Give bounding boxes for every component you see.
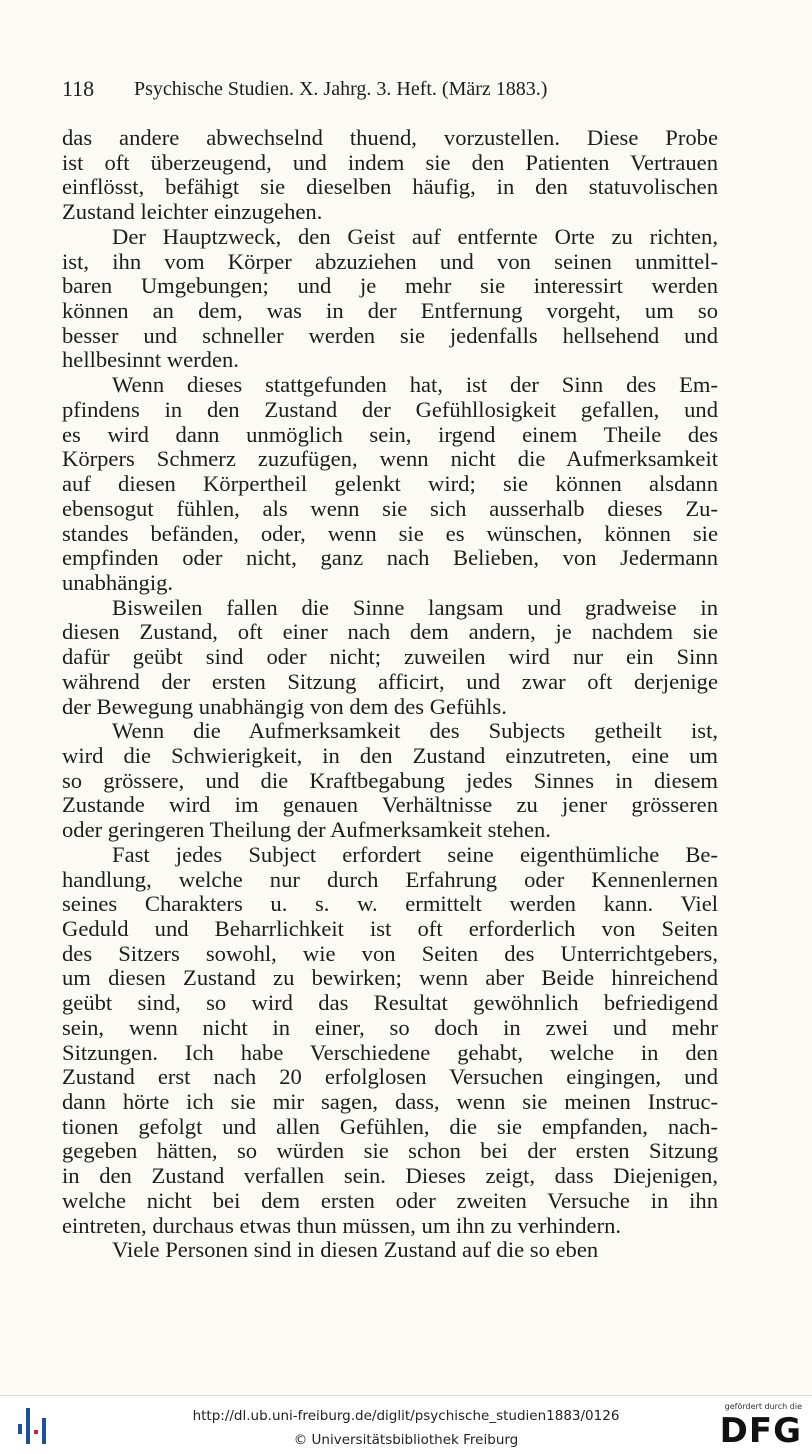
text-line: dann hörte ich sie mir sagen, dass, wenn sie meinen Instruc- bbox=[62, 1089, 718, 1115]
text-line: besser und schneller werden sie jedenfalls hellsehend und bbox=[62, 322, 718, 348]
text-line: sein, wenn nicht in einer, so doch in zwei und mehr bbox=[62, 1014, 718, 1040]
text-line: welche nicht bei dem ersten oder zweiten Versuche in ihn bbox=[62, 1187, 718, 1213]
text-line: ist, ihn vom Körper abzuziehen und von seinen unmittel- bbox=[62, 248, 718, 274]
text-line: in den Zustand verfallen sein. Dieses zeigt, dass Diejenigen, bbox=[62, 1163, 718, 1189]
text-line: standes befänden, oder, wenn sie es wünschen, können sie bbox=[62, 520, 718, 546]
text-line: Wenn dieses stattgefunden hat, ist der Sinn des Em- bbox=[112, 372, 718, 398]
text-line: empfinden oder nicht, ganz nach Belieben, von Jedermann bbox=[62, 545, 718, 571]
text-line: dafür geübt sind oder nicht; zuweilen wird nur ein Sinn bbox=[62, 644, 718, 670]
text-line: oder geringeren Theilung der Aufmerksamkeit stehen. bbox=[62, 817, 551, 843]
page-header bbox=[62, 76, 722, 104]
text-line: des Sitzers sowohl, wie von Seiten des Unterrichtgebers, bbox=[62, 940, 718, 966]
text-line: Körpers Schmerz zuzufügen, wenn nicht die Aufmerksamkeit bbox=[62, 446, 718, 472]
text-line: diesen Zustand, oft einer nach dem andern, je nachdem sie bbox=[62, 619, 718, 645]
text-line: Zustande wird im genauen Verhältnisse zu jener grösseren bbox=[62, 792, 718, 818]
text-line: eintreten, durchaus etwas thun müssen, um ihn zu verhindern. bbox=[62, 1212, 622, 1238]
text-line: tionen gefolgt und allen Gefühlen, die sie empfanden, nach- bbox=[62, 1113, 718, 1139]
text-line: auf diesen Körpertheil gelenkt wird; sie können alsdann bbox=[62, 471, 718, 497]
text-line: so grössere, und die Kraftbegabung jedes Sinnes in diesem bbox=[62, 767, 718, 793]
text-line: Bisweilen fallen die Sinne langsam und gradweise in bbox=[112, 594, 718, 620]
text-line: Viele Personen sind in diesen Zustand auf die so eben bbox=[112, 1237, 599, 1263]
paragraph bbox=[62, 373, 718, 595]
text-line: das andere abwechselnd thuend, vorzustellen. Diese Probe bbox=[62, 125, 718, 150]
text-line: um diesen Zustand zu bewirken; wenn aber Beide hinreichend bbox=[62, 965, 718, 991]
paragraph bbox=[62, 126, 718, 225]
text-line: es wird dann unmöglich sein, irgend einem Theile des bbox=[62, 421, 718, 447]
text-line: Der Hauptzweck, den Geist auf entfernte Orte zu richten, bbox=[112, 223, 718, 249]
viewer-footer bbox=[0, 1395, 812, 1454]
text-line: Wenn die Aufmerksamkeit des Subjects getheilt ist, bbox=[112, 718, 718, 744]
page-number: 118 bbox=[62, 76, 95, 101]
text-line: pfindens in den Zustand der Gefühllosigkeit gefallen, und bbox=[62, 396, 718, 422]
dfg-wordmark: DFG bbox=[719, 1411, 802, 1451]
text-line: der Bewegung unabhängig von dem des Gefühls. bbox=[62, 693, 507, 719]
dfg-tagline: gefördert durch die bbox=[724, 1402, 802, 1411]
text-line: ist oft überzeugend, und indem sie den Patienten Vertrauen bbox=[62, 149, 718, 175]
body-text bbox=[62, 126, 718, 1263]
text-line: seines Charakters u. s. w. ermittelt werden kann. Viel bbox=[62, 891, 718, 917]
dfg-logo[interactable] bbox=[716, 1402, 802, 1452]
text-line: Zustand leichter einzugehen. bbox=[62, 199, 323, 225]
copyright-notice: © Universitätsbibliothek Freiburg bbox=[293, 1432, 519, 1448]
text-line: Sitzungen. Ich habe Verschiedene gehabt, welche in den bbox=[62, 1039, 718, 1065]
text-line: wird die Schwierigkeit, in den Zustand einzutreten, eine um bbox=[62, 742, 718, 768]
text-line: handlung, welche nur durch Erfahrung oder Kennenlernen bbox=[62, 866, 718, 892]
text-line: geübt sind, so wird das Resultat gewöhnlich befriedigend bbox=[62, 990, 718, 1016]
text-line: können an dem, was in der Entfernung vorgeht, um so bbox=[62, 298, 718, 324]
paragraph bbox=[62, 719, 718, 843]
paragraph bbox=[62, 843, 718, 1239]
text-line: ebensogut fühlen, als wenn sie sich ausserhalb dieses Zu- bbox=[62, 495, 718, 521]
text-line: baren Umgebungen; und je mehr sie interessirt werden bbox=[62, 273, 718, 299]
text-line: Fast jedes Subject erfordert seine eigenthümliche Be- bbox=[112, 841, 718, 867]
text-line: unabhängig. bbox=[62, 569, 174, 595]
running-title: Psychische Studien. X. Jahrg. 3. Heft. (März 1883.) bbox=[134, 78, 548, 100]
text-line: einflösst, befähigt sie dieselben häufig, in den statuvolischen bbox=[62, 174, 718, 200]
text-line: hellbesinnt werden. bbox=[62, 347, 239, 373]
document-url-link[interactable]: http://dl.ub.uni-freiburg.de/diglit/psychische_studien1883/0126 bbox=[192, 1408, 620, 1424]
paragraph bbox=[62, 225, 718, 373]
text-line: Geduld und Beharrlichkeit ist oft erforderlich von Seiten bbox=[62, 916, 718, 941]
text-line: während der ersten Sitzung afficirt, und zwar oft derjenige bbox=[62, 668, 718, 694]
text-line: Zustand erst nach 20 erfolglosen Versuchen eingingen, und bbox=[62, 1064, 718, 1090]
paragraph bbox=[62, 1238, 718, 1263]
text-line: gegeben hätten, so würden sie schon bei der ersten Sitzung bbox=[62, 1138, 718, 1164]
paragraph bbox=[62, 596, 718, 720]
